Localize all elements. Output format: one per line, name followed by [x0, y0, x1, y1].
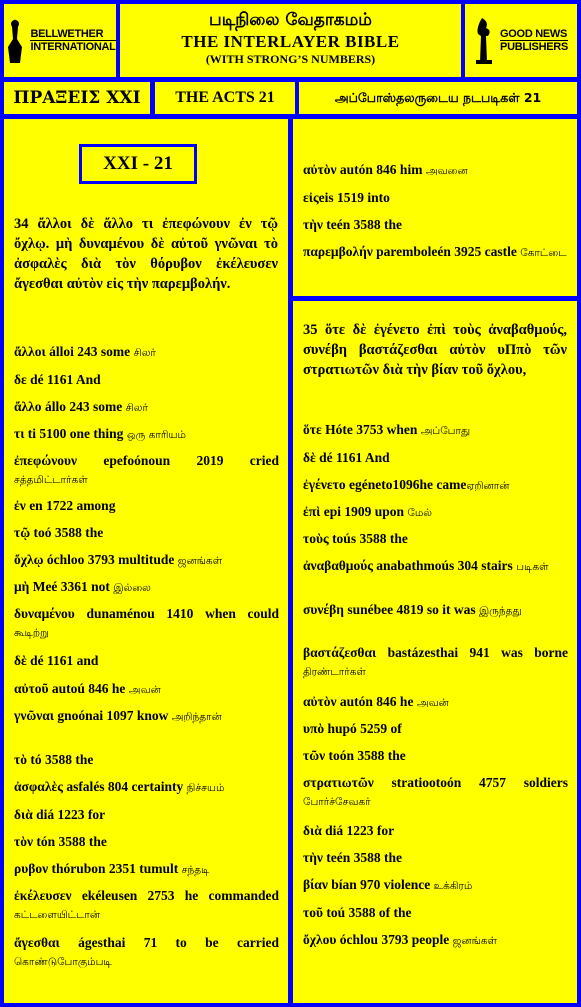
title-main: THE INTERLAYER BIBLE: [181, 32, 400, 51]
translit-strong-gloss: dé 1161 And: [315, 450, 390, 465]
word-entry: [14, 551, 279, 570]
greek-word: ἐπεφώνουν: [14, 453, 78, 468]
tamil-gloss: சந்தடி: [181, 864, 210, 876]
greek-word: τὸ: [14, 752, 27, 767]
word-entry: [303, 693, 568, 712]
tamil-gloss: படிகள்: [516, 561, 549, 573]
chapter-label: XXI - 21: [79, 144, 197, 184]
translit-strong-gloss: diá 1223 for: [32, 807, 106, 822]
tamil-gloss: உக்கிரம்: [433, 880, 473, 892]
right-logo-line2: PUBLISHERS: [500, 41, 568, 53]
greek-word: διὰ: [14, 807, 33, 822]
translit-strong-gloss: sunébee 4819 so it was: [343, 602, 479, 617]
right-logo-line1: GOOD NEWS: [500, 28, 568, 40]
word-entry: [14, 398, 279, 417]
word-entry: [303, 449, 568, 467]
tamil-gloss: அவன்: [128, 684, 161, 696]
translit-strong-gloss: teén 3588 the: [322, 217, 403, 232]
greek-word: ἄλλοι: [14, 344, 46, 359]
tamil-gloss: இல்லை: [113, 582, 151, 594]
word-entry: [14, 524, 279, 542]
word-entry: [303, 189, 568, 207]
greek-word: ἀναβαθμούς: [303, 558, 373, 573]
greek-word: ἄλλο: [14, 399, 42, 414]
word-entry: [14, 806, 279, 824]
title-tamil: படிநிலை வேதாகமம்: [209, 10, 372, 30]
translit-strong-gloss: bían 970 violence: [327, 877, 434, 892]
greek-word: ρυβον: [14, 861, 49, 876]
translit-strong-gloss: gnoónai 1097 know: [53, 708, 172, 723]
greek-word: τοῦ: [303, 905, 323, 920]
tamil-gloss: அவன்: [416, 697, 449, 709]
translit-strong-gloss: egéneto1096he came: [345, 477, 467, 492]
translit-strong-gloss: álloi 243 some: [45, 344, 134, 359]
translit-strong-gloss: autón 846 he: [336, 694, 417, 709]
translit-strong-gloss: asfalés 804 certainty: [62, 779, 187, 794]
word-entry: [303, 503, 568, 522]
word-entry: [303, 601, 568, 620]
translit-strong-gloss: bastázesthai 941 was borne: [376, 645, 568, 660]
word-entry: [14, 860, 279, 879]
translit-strong-gloss: anabathmoús 304 stairs: [372, 558, 517, 573]
greek-word: τῶν: [303, 748, 326, 763]
tamil-gloss: சிலர்: [133, 347, 156, 359]
word-entry: [303, 774, 568, 811]
translit-strong-gloss: teén 3588 the: [322, 850, 403, 865]
word-entry: [303, 557, 568, 576]
greek-word: ὅτε: [303, 422, 322, 437]
word-entry: [14, 707, 279, 726]
top-right-panel: [293, 119, 577, 296]
word-entry: [303, 161, 568, 180]
greek-word: βίαν: [303, 877, 328, 892]
greek-word: δὲ: [14, 653, 27, 668]
bellwether-logo-box: [4, 4, 116, 77]
translit-strong-gloss: óchlou 3793 people: [336, 932, 453, 947]
word-entry: [303, 747, 568, 765]
translit-strong-gloss: en 1722 among: [25, 498, 116, 513]
torch-icon: [474, 16, 496, 66]
word-entry: [14, 751, 279, 769]
tamil-gloss: கோட்டை: [520, 247, 567, 259]
word-entry: [14, 371, 279, 389]
greek-word: ὄχλου: [303, 932, 337, 947]
title-box: [120, 4, 461, 77]
greek-word: ἀσφαλὲς: [14, 779, 63, 794]
tamil-gloss: ஜனங்கள்: [452, 935, 497, 947]
word-entry: [14, 934, 279, 971]
word-entry: [14, 343, 279, 362]
word-entry: [14, 833, 279, 851]
word-entry: [14, 778, 279, 797]
word-entry: [303, 421, 568, 440]
tab-tamil-label: அப்போஸ்தலருடைய நடபடிகள் 21: [334, 89, 542, 105]
greek-word: συνέβη: [303, 602, 344, 617]
greek-word: τι: [14, 426, 25, 441]
greek-word: διὰ: [303, 823, 322, 838]
greek-word: τοὺς: [303, 531, 329, 546]
word-entry: [303, 904, 568, 922]
greek-word: τὸν: [14, 834, 34, 849]
greek-word: ἐπὶ: [303, 504, 321, 519]
translit-strong-gloss: paremboleén 3925 castle: [372, 244, 521, 259]
translit-strong-gloss: dé 1161 and: [26, 653, 99, 668]
verse-34-text: 34 ἄλλοι δὲ ἄλλο τι ἐπεφώνουν ἐν τῷ ὄχλῳ. μὴ δυναμένου δὲ αὐτοῦ γνῶναι τὸ ἀσφαλὲς διὰ τὸν θόρυβον ἐκέλευσεν ἄγεσθαι αὐτὸν εἰς τὴν παρεμβολήν.: [14, 216, 278, 292]
greek-word: στρατιωτῶν: [303, 775, 374, 790]
tab-greek: [4, 82, 150, 114]
tamil-gloss: ஏறினான்: [466, 480, 510, 492]
tamil-gloss: அறிந்தான்: [171, 711, 222, 723]
greek-word: μὴ: [14, 579, 30, 594]
tamil-gloss: நிச்சயம்: [186, 782, 225, 794]
translit-strong-gloss: diá 1223 for: [321, 823, 395, 838]
translit-strong-gloss: dé 1161 And: [26, 372, 101, 387]
greek-word: αὐτὸν: [303, 694, 337, 709]
tamil-gloss: ஜனங்கள்: [177, 555, 223, 567]
bellwether-ram-icon: [4, 17, 26, 65]
word-entry: [14, 887, 279, 924]
greek-word: ἐν: [14, 498, 26, 513]
greek-word: βαστάζεσθαι: [303, 645, 377, 660]
greek-word: δε: [14, 372, 27, 387]
translit-strong-gloss: tón 3588 the: [33, 834, 107, 849]
left-logo-line2: INTERNATIONAL: [30, 41, 116, 53]
word-entry: [14, 680, 279, 699]
translit-strong-gloss: állo 243 some: [41, 399, 126, 414]
translit-strong-gloss: óchloo 3793 multitude: [43, 552, 178, 567]
translit-strong-gloss: autoú 846 he: [48, 681, 129, 696]
greek-word: ἄγεσθαι: [14, 935, 60, 950]
translit-strong-gloss: Meé 3361 not: [29, 579, 114, 594]
word-entry: [303, 849, 568, 867]
tamil-gloss: திரண்டார்கள்: [303, 666, 366, 678]
word-entry: [303, 720, 568, 738]
tamil-gloss: சிலர்: [125, 402, 148, 414]
greek-word: δὲ: [303, 450, 316, 465]
translit-strong-gloss: ekéleusen 2753 he commanded: [71, 888, 279, 903]
word-entry: [303, 476, 568, 495]
word-entry: [14, 452, 279, 489]
tamil-gloss: கொண்டுபோகும்படி: [14, 956, 112, 968]
tamil-gloss: அவனை: [425, 165, 468, 177]
translit-strong-gloss: toús 3588 the: [328, 531, 408, 546]
word-entry: [303, 243, 568, 262]
title-sub: (WITH STRONG’S NUMBERS): [205, 52, 376, 66]
tamil-gloss: கூடிற்று: [14, 627, 49, 639]
greek-word: ἐγένετο: [303, 477, 346, 492]
word-entry: [303, 822, 568, 840]
translit-strong-gloss: stratiootoón 4757 soldiers: [373, 775, 568, 790]
translit-strong-gloss: toú 3588 of the: [322, 905, 412, 920]
translit-strong-gloss: Hóte 3753 when: [321, 422, 421, 437]
tab-tamil: [299, 82, 577, 114]
word-entry: [303, 530, 568, 548]
translit-strong-gloss: ti 5100 one thing: [24, 426, 127, 441]
translit-strong-gloss: hupó 5259 of: [324, 721, 402, 736]
word-entry: [14, 652, 279, 670]
translit-strong-gloss: toón 3588 the: [325, 748, 406, 763]
greek-word: δυναμένου: [14, 606, 75, 621]
word-entry: [303, 876, 568, 895]
translit-strong-gloss: tó 3588 the: [26, 752, 94, 767]
tamil-gloss: ஒரு காரியம்: [126, 429, 186, 441]
word-entry: [14, 605, 279, 642]
tamil-gloss: சத்தமிட்டார்கள்: [14, 474, 88, 486]
word-entry: [303, 931, 568, 950]
tab-greek-label: ΠΡΑΞΕΙΣ XXI: [13, 88, 141, 108]
word-entry: [303, 644, 568, 681]
translit-strong-gloss: epi 1909 upon: [320, 504, 408, 519]
greek-word: τὴν: [303, 217, 323, 232]
greek-word: υπὸ: [303, 721, 325, 736]
verse-35-text: 35 ὅτε δὲ ἐγένετο ἐπὶ τοὺς ἀναβαθμούς, συνέβη βαστάζεσθαι αὐτὸν υΠπὸ τῶν στρατιωτῶν διὰ τὴν βίαν τοῦ ὄχλου,: [303, 322, 567, 378]
tamil-gloss: மேல்: [407, 507, 433, 519]
word-entry: [14, 578, 279, 597]
greek-word: εἰς: [303, 190, 319, 205]
left-logo-line1: BELLWETHER: [30, 28, 115, 41]
greek-word: παρεμβολήν: [303, 244, 373, 259]
translit-strong-gloss: epefoónoun 2019 cried: [77, 453, 279, 468]
tamil-gloss: கட்டளையிட்டான்: [14, 909, 100, 921]
greek-word: αὐτοῦ: [14, 681, 49, 696]
tamil-gloss: போர்ச்சேவகர்: [303, 796, 371, 808]
goodnews-logo-box: [465, 4, 577, 77]
greek-word: τὴν: [303, 850, 323, 865]
tamil-gloss: அப்போது: [420, 425, 471, 437]
word-entry: [14, 425, 279, 444]
tab-english: [155, 82, 295, 114]
greek-word: ἐκέλευσεν: [14, 888, 72, 903]
tamil-gloss: இருந்தது: [478, 605, 522, 617]
tab-english-label: THE ACTS 21: [175, 89, 275, 106]
translit-strong-gloss: dunaménou 1410 when could: [74, 606, 279, 621]
greek-word: αὐτὸν: [303, 162, 337, 177]
translit-strong-gloss: autón 846 him: [336, 162, 426, 177]
translit-strong-gloss: ágesthai 71 to be carried: [59, 935, 279, 950]
greek-word: ὄχλῳ: [14, 552, 44, 567]
translit-strong-gloss: thórubon 2351 tumult: [48, 861, 182, 876]
translit-strong-gloss: eis 1519 into: [318, 190, 390, 205]
greek-word: γνῶναι: [14, 708, 54, 723]
word-entry: [303, 216, 568, 234]
greek-word: τῷ: [14, 525, 31, 540]
word-entry: [14, 497, 279, 515]
translit-strong-gloss: toó 3588 the: [30, 525, 104, 540]
